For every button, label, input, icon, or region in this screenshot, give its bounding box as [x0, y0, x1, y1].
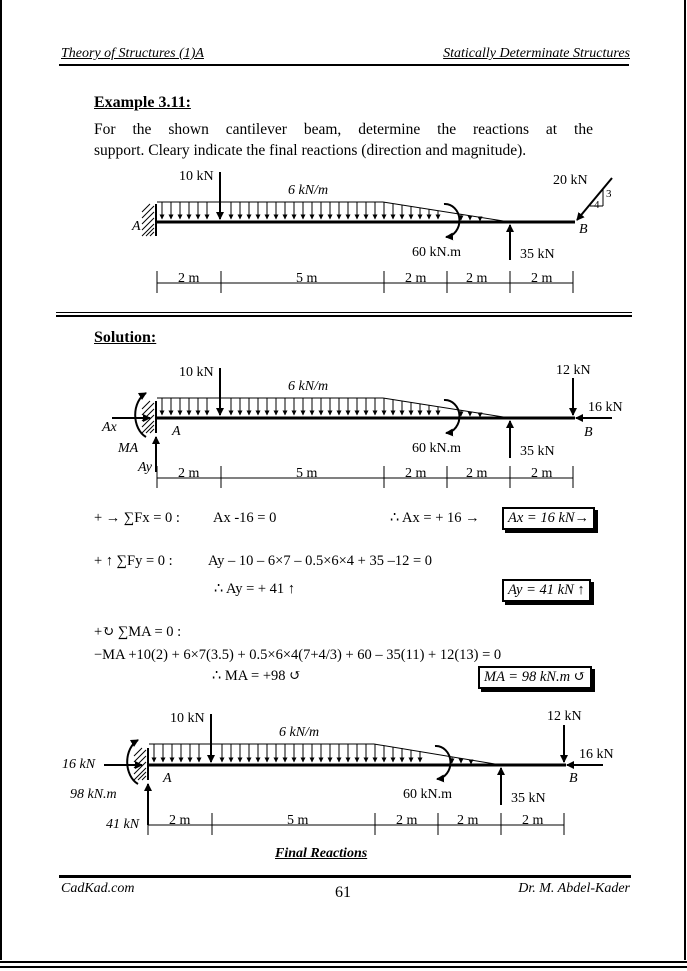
eq-fx: Ax -16 = 0 — [213, 510, 277, 526]
eq-m-result: ∴ MA = +98 ↺ — [212, 668, 302, 684]
eq-fx-sum: + → ∑Fx = 0 : — [94, 510, 180, 526]
example-title: Example 3.11: — [94, 94, 191, 111]
moment-60-icon — [444, 204, 459, 237]
example-line-2: support. Cleary indicate the final reactions (direction and magnitude). — [94, 142, 527, 159]
support-label-a: A — [163, 771, 172, 786]
udl-label: 6 kN/m — [288, 183, 329, 198]
eq-fy-result: ∴ Ay = + 41 ↑ — [214, 581, 296, 597]
final-h-label: 16 kN — [62, 757, 96, 772]
dim-3: 2 m — [405, 271, 427, 286]
load-10kn-label: 10 kN — [179, 365, 214, 380]
force-16kn-label: 16 kN — [588, 400, 623, 415]
result-ma-box: MA = 98 kN.m ↺ — [478, 666, 592, 689]
footer-left: CadKad.com — [61, 881, 135, 896]
final-reactions-diagram — [0, 700, 687, 840]
load-10kn-label: 10 kN — [170, 711, 205, 726]
dim-5: 2 m — [531, 271, 553, 286]
force-16kn-label: 16 kN — [579, 747, 614, 762]
load-35kn-label: 35 kN — [511, 791, 546, 806]
header-right: Statically Determinate Structures — [443, 46, 630, 61]
footer-rule — [59, 875, 631, 878]
udl-label: 6 kN/m — [279, 725, 320, 740]
header-rule — [59, 64, 629, 66]
fixed-support-icon — [142, 204, 156, 236]
dim-3: 2 m — [396, 813, 418, 828]
dim-2: 5 m — [296, 466, 318, 481]
dim-5: 2 m — [531, 466, 553, 481]
dim-4: 2 m — [457, 813, 479, 828]
eq-fy-sum: + ↑ ∑Fy = 0 : — [94, 553, 173, 569]
separator-bottom — [56, 315, 632, 317]
dim-5: 2 m — [522, 813, 544, 828]
eq-fx-result: ∴ Ax = + 16 → — [390, 510, 480, 526]
dim-1: 2 m — [169, 813, 191, 828]
slope-3-label: 3 — [606, 188, 612, 200]
dimension-line — [157, 271, 573, 293]
moment-60-icon — [435, 746, 450, 779]
slope-4-label: 4 — [594, 199, 600, 211]
result-ax-box: Ax = 16 kN→ — [502, 507, 595, 530]
final-v-label: 41 kN — [106, 817, 140, 832]
force-12kn-label: 12 kN — [556, 363, 591, 378]
dim-4: 2 m — [466, 466, 488, 481]
load-35kn-label: 35 kN — [520, 247, 555, 262]
result-ay-box: Ay = 41 kN ↑ — [502, 579, 591, 602]
final-m-label: 98 kN.m — [70, 787, 117, 802]
final-reactions-caption: Final Reactions — [275, 846, 368, 861]
example-line-1: For the shown cantilever beam, determine the reactions at the — [94, 121, 593, 138]
load-20kn-label: 20 kN — [553, 173, 588, 188]
eq-m: −MA +10(2) + 6×7(3.5) + 0.5×6×4(7+4/3) + 60 – 35(11) + 12(13) = 0 — [94, 647, 502, 663]
end-label-b: B — [569, 771, 578, 786]
moment-60-label: 60 kN.m — [412, 245, 461, 260]
end-label-b: B — [584, 425, 593, 440]
moment-60-label: 60 kN.m — [412, 441, 461, 456]
load-35kn-label: 35 kN — [520, 444, 555, 459]
udl-label: 6 kN/m — [288, 379, 329, 394]
moment-60-icon — [444, 400, 459, 433]
eq-m-sum: +↻ ∑MA = 0 : — [94, 624, 182, 640]
separator-top — [56, 312, 632, 313]
dim-2: 5 m — [296, 271, 318, 286]
example-text — [94, 119, 593, 161]
dim-4: 2 m — [466, 271, 488, 286]
dimension-line — [157, 466, 573, 488]
end-label-b: B — [579, 222, 588, 237]
load-10kn-label: 10 kN — [179, 169, 214, 184]
force-12kn-label: 12 kN — [547, 709, 582, 724]
dimension-line — [148, 813, 564, 835]
ma-label: MA — [118, 441, 139, 456]
eq-fy: Ay – 10 – 6×7 – 0.5×6×4 + 35 –12 = 0 — [208, 553, 433, 569]
dim-1: 2 m — [178, 271, 200, 286]
dim-2: 5 m — [287, 813, 309, 828]
ax-label: Ax — [102, 420, 117, 435]
header-left: Theory of Structures (1)A — [61, 46, 204, 61]
solution-title: Solution: — [94, 329, 157, 346]
support-label-a: A — [132, 219, 141, 234]
dim-3: 2 m — [405, 466, 427, 481]
ay-label: Ay — [138, 460, 152, 475]
page-border-bottom — [0, 961, 687, 968]
moment-60-label: 60 kN.m — [403, 787, 452, 802]
support-label-a: A — [172, 424, 181, 439]
free-body-diagram — [0, 355, 687, 490]
page-number: 61 — [335, 884, 351, 901]
footer-right: Dr. M. Abdel-Kader — [518, 881, 630, 896]
dim-1: 2 m — [178, 466, 200, 481]
problem-beam-diagram — [0, 160, 687, 300]
